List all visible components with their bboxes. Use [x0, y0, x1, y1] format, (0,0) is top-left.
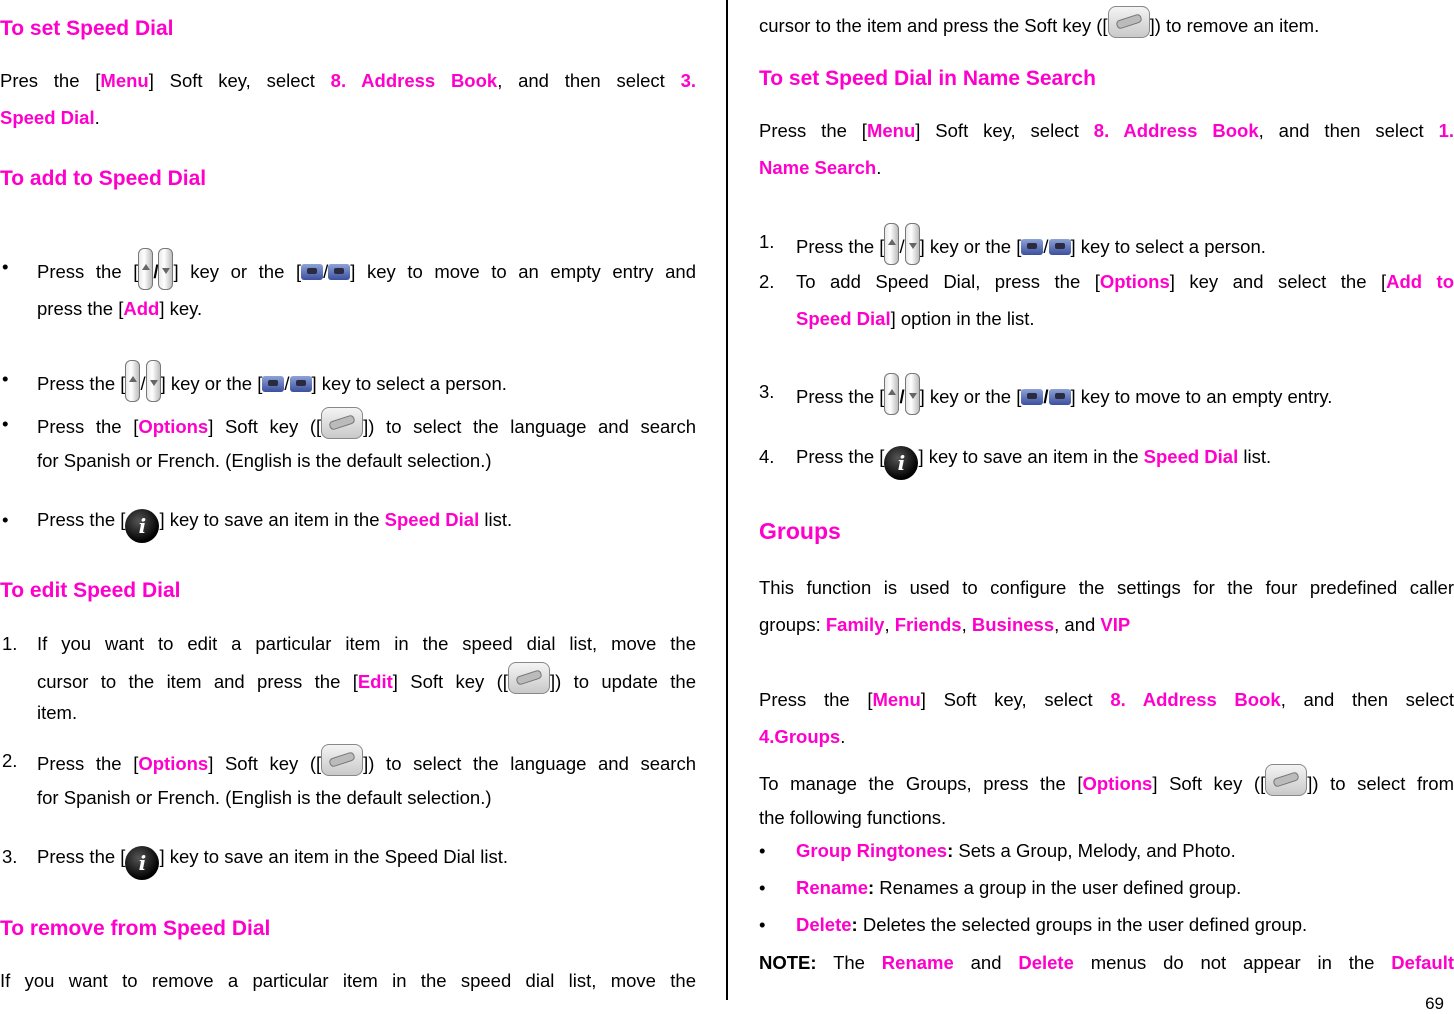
ok-key-icon: i — [125, 846, 159, 880]
down-key-icon — [146, 360, 161, 402]
group-function-ringtones: Group Ringtones: Sets a Group, Melody, and Photo. — [796, 840, 1236, 861]
page-number: 69 — [1425, 994, 1444, 1013]
step-number: 2. — [2, 750, 18, 771]
down-key-icon — [905, 223, 920, 265]
add-step-2: Press the [ / ] key or the [ / ] key to select a person. — [37, 360, 696, 402]
group-function-delete: Delete: Deletes the selected groups in the user defined group. — [796, 914, 1308, 935]
step-number: 4. — [759, 446, 775, 467]
left-key-icon — [301, 264, 323, 280]
left-key-icon — [1021, 239, 1043, 255]
left-key-icon — [262, 376, 284, 392]
soft-key-icon — [321, 744, 363, 776]
name-search-paragraph: Press the [Menu] Soft key, select 8. Address Book, and then select 1. Name Search. — [759, 120, 1454, 178]
bullet: • — [2, 368, 9, 389]
soft-key-icon — [508, 662, 550, 694]
step-number: 1. — [2, 633, 18, 654]
bullet: • — [2, 256, 9, 277]
ok-key-icon: i — [884, 446, 918, 480]
up-key-icon — [884, 223, 899, 265]
add-step-1: Press the [ / ] key or the [ / ] key to move to an empty entry and press the [Add] key. — [37, 248, 696, 327]
set-speed-dial-paragraph: Pres the [Menu] Soft key, select 8. Address Book, and then select 3. Speed Dial. — [0, 70, 696, 128]
down-key-icon — [905, 373, 920, 415]
bullet: • — [2, 413, 9, 434]
up-key-icon — [125, 360, 140, 402]
ok-key-icon: i — [125, 509, 159, 543]
heading-add-speed-dial: To add to Speed Dial — [0, 167, 207, 190]
remove-paragraph: If you want to remove a particular item in the speed dial list, move the — [0, 970, 696, 991]
bullet: • — [759, 914, 766, 935]
up-key-icon — [884, 373, 899, 415]
name-step-1: Press the [ / ] key or the [ / ] key to select a person. — [796, 223, 1454, 265]
column-divider — [726, 0, 728, 1000]
left-key-icon — [1021, 389, 1043, 405]
name-step-3: Press the [ / ] key or the [ / ] key to move to an empty entry. — [796, 373, 1454, 415]
note-line: NOTE: The Rename and Delete menus do not appear in the Default — [759, 952, 1454, 973]
edit-step-1: If you want to edit a particular item in the speed dial list, move the cursor to the item and press the [Edit] Soft key ([ ]) to update the item. — [37, 633, 697, 723]
name-step-2: To add Speed Dial, press the [Options] key and select the [Add to Speed Dial] option in the list. — [796, 271, 1454, 329]
groups-intro: This function is used to configure the settings for the four predefined caller groups: Family, Friends, Business, and VIP — [759, 577, 1454, 635]
heading-remove-speed-dial: To remove from Speed Dial — [0, 917, 271, 940]
name-step-4: Press the [ i ] key to save an item in the Speed Dial list. — [796, 438, 1454, 480]
step-number: 1. — [759, 231, 775, 252]
heading-edit-speed-dial: To edit Speed Dial — [0, 579, 181, 602]
group-function-rename: Rename: Renames a group in the user defined group. — [796, 877, 1242, 898]
soft-key-icon — [1265, 764, 1307, 796]
groups-manage: To manage the Groups, press the [Options] Soft key ([ ]) to select from the following functions. — [759, 764, 1454, 835]
add-step-3: Press the [Options] Soft key ([ ]) to select the language and search for Spanish or French. (English is the default selection.) — [37, 407, 696, 478]
bullet: • — [759, 840, 766, 861]
soft-key-icon — [321, 407, 363, 439]
edit-step-2: Press the [Options] Soft key ([ ]) to select the language and search for Spanish or French. (English is the default selection.) — [37, 744, 696, 815]
groups-menu-path: Press the [Menu] Soft key, select 8. Address Book, and then select 4.Groups. — [759, 689, 1454, 747]
right-key-icon — [328, 264, 350, 280]
step-number: 3. — [2, 846, 18, 867]
edit-step-3: Press the [ i ] key to save an item in the Speed Dial list. — [37, 838, 696, 880]
add-step-4: Press the [ i ] key to save an item in the Speed Dial list. — [37, 501, 696, 543]
remove-paragraph-continued: cursor to the item and press the Soft key ([ ]) to remove an item. — [759, 6, 1454, 44]
up-key-icon — [138, 248, 153, 290]
right-key-icon — [1049, 389, 1071, 405]
bullet: • — [759, 877, 766, 898]
step-number: 3. — [759, 381, 775, 402]
right-key-icon — [1049, 239, 1071, 255]
heading-groups: Groups — [759, 518, 841, 544]
right-key-icon — [290, 376, 312, 392]
step-number: 2. — [759, 271, 775, 292]
soft-key-icon — [1108, 6, 1150, 38]
down-key-icon — [158, 248, 173, 290]
bullet: • — [2, 509, 9, 530]
heading-set-speed-dial: To set Speed Dial — [0, 17, 174, 40]
heading-name-search: To set Speed Dial in Name Search — [759, 67, 1096, 90]
